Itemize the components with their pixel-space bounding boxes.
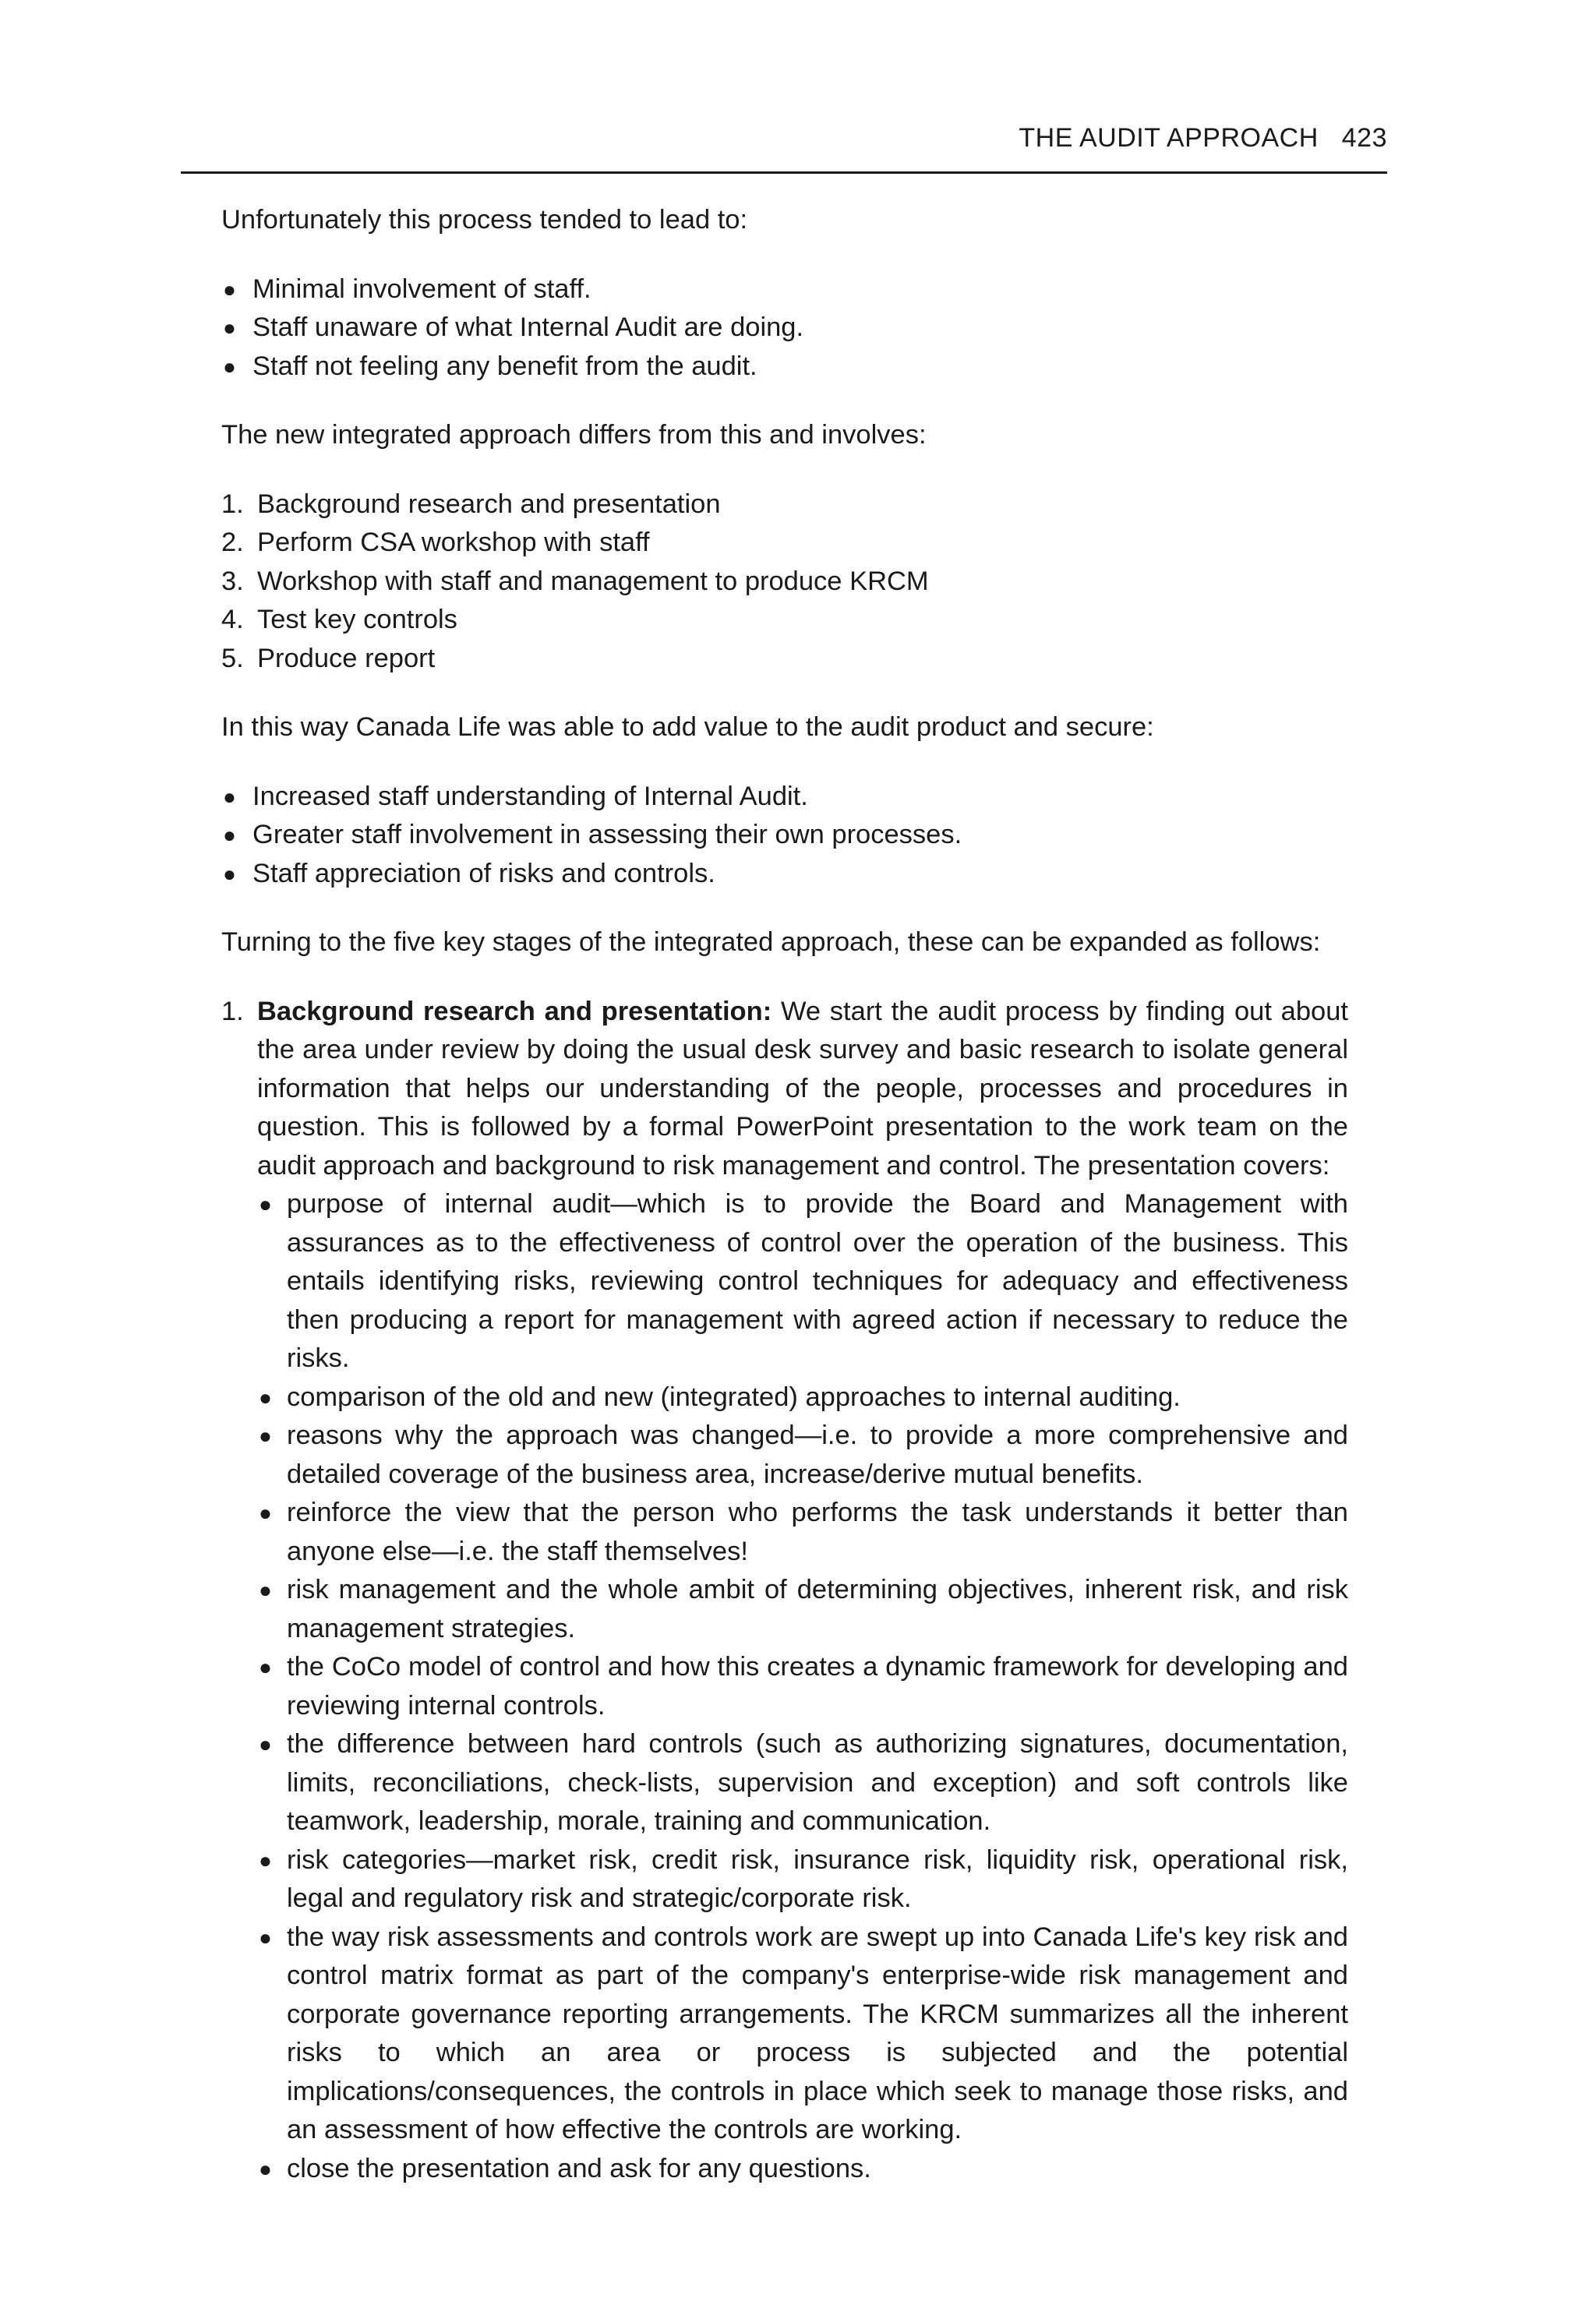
value-paragraph: In this way Canada Life was able to add value to the audit product and secure: bbox=[221, 712, 1154, 742]
bullet-icon: ● bbox=[259, 1655, 272, 1679]
bullet-icon: ● bbox=[259, 1501, 272, 1525]
bullet-icon: ● bbox=[259, 1578, 272, 1602]
page-number: 423 bbox=[1341, 123, 1387, 153]
bullet-icon: ● bbox=[259, 1424, 272, 1448]
benefits-list bbox=[221, 778, 1348, 894]
bullet-icon: ● bbox=[223, 823, 236, 847]
bullet-icon: ● bbox=[223, 277, 236, 302]
stage-1-text bbox=[257, 993, 1348, 1186]
presentation-covers-list bbox=[257, 1185, 1348, 2188]
list-item: 2. Perform CSA workshop with staff bbox=[221, 528, 650, 557]
list-item: ● reinforce the view that the person who performs the task understands it better than anyone else—i.e. the staff themselves! bbox=[257, 1494, 1348, 1571]
list-item: ● Minimal involvement of staff. bbox=[221, 270, 1348, 309]
steps-list bbox=[221, 485, 1348, 679]
list-item: ● reasons why the approach was changed—i.e. to provide a more comprehensive and detailed coverage of the business area, increase/derive mutual benefits. bbox=[257, 1417, 1348, 1494]
bullet-icon: ● bbox=[259, 1385, 272, 1410]
list-item: 5. Produce report bbox=[221, 643, 436, 673]
bullet-icon: ● bbox=[223, 354, 236, 379]
stages-paragraph: Turning to the five key stages of the integrated approach, these can be expanded as follows: bbox=[221, 927, 1321, 957]
list-item: ● close the presentation and ask for any questions. bbox=[257, 2150, 1348, 2189]
list-item: ● risk categories—market risk, credit risk, insurance risk, liquidity risk, operational risk, legal and regulatory risk and strategic/corporate risk. bbox=[257, 1841, 1348, 1918]
body-text bbox=[221, 201, 1348, 2188]
list-item: ● the CoCo model of control and how this creates a dynamic framework for developing and reviewing internal controls. bbox=[257, 1648, 1348, 1725]
bullet-icon: ● bbox=[223, 784, 236, 809]
stage-heading: Background research and presentation: bbox=[257, 996, 772, 1026]
list-item: ● the difference between hard controls (such as authorizing signatures, documentation, limits, reconciliations, check-lists, supervision and exception) and soft controls like teamwork, leadership, morale, training and communication. bbox=[257, 1725, 1348, 1841]
running-title: THE AUDIT APPROACH bbox=[1019, 123, 1319, 153]
bullet-icon: ● bbox=[259, 1848, 272, 1872]
list-item: ● Increased staff understanding of Internal Audit. bbox=[221, 778, 1348, 817]
header-text bbox=[1019, 123, 1387, 154]
list-item: 4. Test key controls bbox=[221, 605, 457, 634]
list-item: ● purpose of internal audit—which is to provide the Board and Management with assurances as to the effectiveness of control over the operation of the business. This entails identifying risks, reviewing control techniques for adequacy and effectiveness then producing a report for management with agreed action if necessary to reduce the risks. bbox=[257, 1185, 1348, 1378]
bullet-icon: ● bbox=[223, 861, 236, 886]
stage-number: 1. bbox=[221, 996, 244, 1026]
old-outcomes-list bbox=[221, 270, 1348, 386]
list-item: 3. Workshop with staff and management to produce KRCM bbox=[221, 566, 929, 596]
list-item: ● comparison of the old and new (integrated) approaches to internal auditing. bbox=[257, 1378, 1348, 1417]
new-approach-paragraph: The new integrated approach differs from this and involves: bbox=[221, 420, 927, 450]
list-item: ● risk management and the whole ambit of determining objectives, inherent risk, and risk management strategies. bbox=[257, 1571, 1348, 1648]
stage-body: We start the audit process by finding out about the area under review by doing the usual desk survey and basic research to isolate general information that helps our understanding of the people, processes and procedures in question. This is followed by a formal PowerPoint presentation to the work team on the audit approach and background to risk management and control. The presentation covers: bbox=[257, 996, 1348, 1181]
intro-paragraph: Unfortunately this process tended to lead to: bbox=[221, 205, 748, 235]
stage-1-section bbox=[221, 993, 1348, 2189]
bullet-icon: ● bbox=[259, 1732, 272, 1756]
list-item: ● the way risk assessments and controls work are swept up into Canada Life's key risk and control matrix format as part of the company's enterprise-wide risk management and corporate governance reporting arrangements. The KRCM summarizes all the inherent risks to which an area or process is subjected and the potential implications/consequences, the controls in place which seek to manage those risks, and an assessment of how effective the controls are working. bbox=[257, 1918, 1348, 2150]
list-item: ● Staff not feeling any benefit from the audit. bbox=[221, 348, 1348, 386]
list-item: ● Staff unaware of what Internal Audit are doing. bbox=[221, 309, 1348, 348]
bullet-icon: ● bbox=[223, 316, 236, 340]
list-item: ● Greater staff involvement in assessing their own processes. bbox=[221, 816, 1348, 855]
list-item: 1. Background research and presentation bbox=[221, 489, 721, 519]
list-item: ● Staff appreciation of risks and controls. bbox=[221, 855, 1348, 894]
bullet-icon: ● bbox=[259, 1925, 272, 1950]
bullet-icon: ● bbox=[259, 2156, 272, 2181]
bullet-icon: ● bbox=[259, 1192, 272, 1216]
running-header bbox=[181, 117, 1387, 174]
